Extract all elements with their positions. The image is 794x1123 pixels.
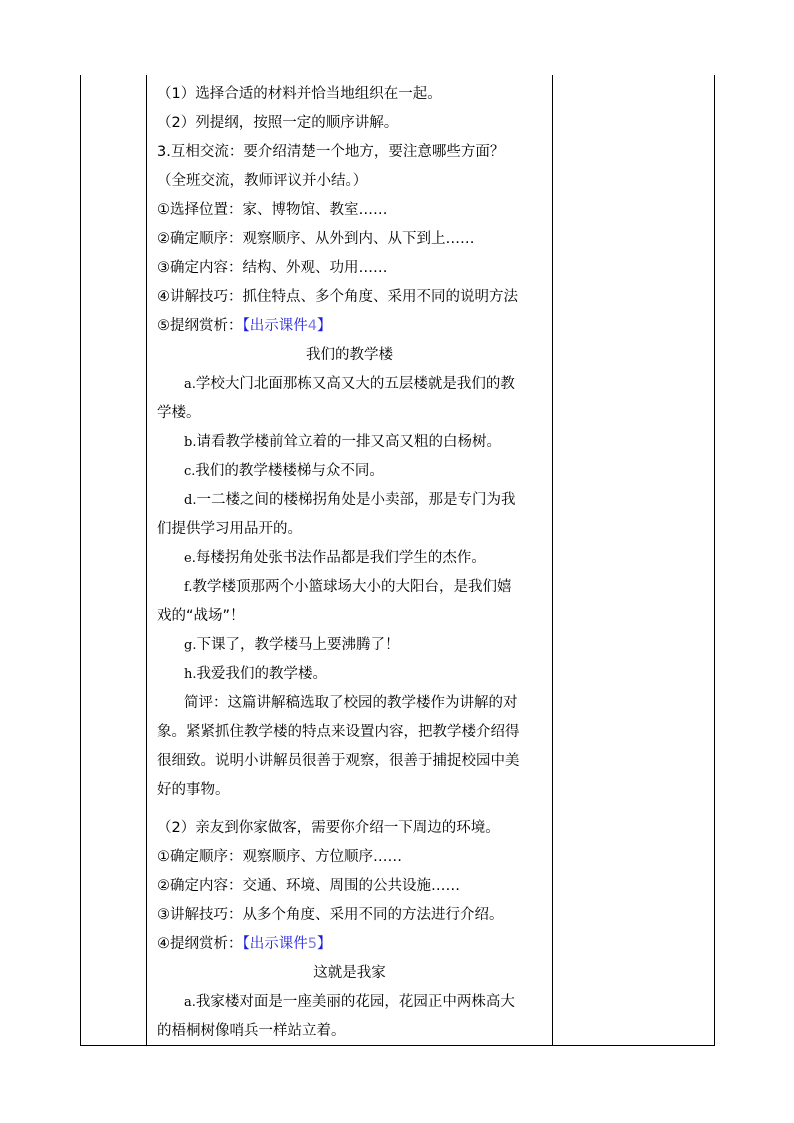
text-line [184, 370, 515, 399]
text-line: （2）列提纲，按照一定的顺序讲解。 [157, 115, 399, 131]
item-text: 每楼拐角处张书法作品都是我们学生的杰作。 [195, 550, 486, 566]
line-prefix: ④提纲赏析： [157, 936, 243, 952]
text-line: 3.互相交流：要介绍清楚一个地方，要注意哪些方面？ [157, 144, 505, 160]
item-text: 教学楼顶那两个小篮球场大小的大阳台，是我们嬉 [192, 579, 512, 595]
item-letter: f. [184, 580, 193, 595]
text-line: ②确定内容：交通、环境、周围的公共设施…… [157, 878, 460, 894]
item-letter: b. [184, 435, 197, 450]
text-line [184, 486, 515, 515]
item-letter: d. [184, 493, 197, 508]
outline-courseware-line [157, 930, 331, 959]
text-line [184, 428, 501, 457]
text-line [184, 573, 511, 602]
item-letter: e. [184, 551, 196, 566]
sample-title: 这就是我家 [313, 965, 386, 981]
text-line: 戏的“战场”！ [157, 608, 245, 624]
item-text: 下课了，教学楼马上要沸腾了！ [196, 637, 400, 653]
text-line: ②确定顺序：观察顺序、从外到内、从下到上…… [157, 231, 475, 247]
courseware-tag-end: 】 [316, 318, 332, 334]
text-line: ③讲解技巧：从多个角度、采用不同的方法进行介绍。 [157, 907, 504, 923]
table-border-col2 [552, 75, 553, 1046]
text-line: （1）选择合适的材料并恰当地组织在一起。 [157, 86, 442, 102]
text-line: 们提供学习用品开的。 [157, 521, 302, 537]
courseware-tag: 【出示课件 [242, 318, 308, 334]
text-line: ④讲解技巧：抓住特点、多个角度、采用不同的说明方法 [157, 289, 518, 305]
item-letter: g. [184, 638, 197, 653]
sample-title: 我们的教学楼 [306, 347, 393, 363]
item-text: 学校大门北面那栋又高又大的五层楼就是我们的教 [195, 376, 515, 392]
text-line: （2）亲友到你家做客，需要你介绍一下周边的环境。 [157, 820, 500, 836]
item-letter: h. [184, 667, 197, 682]
item-text: 一二楼之间的楼梯拐角处是小卖部，那是专门为我 [196, 492, 516, 508]
table-border-right [714, 75, 715, 1046]
text-line: 学楼。 [157, 405, 201, 421]
item-text: 我爱我们的教学楼。 [196, 666, 328, 682]
text-line [184, 544, 486, 573]
item-text: 请看教学楼前耸立着的一排又高又粗的白杨树。 [196, 434, 501, 450]
table-border-left [80, 75, 81, 1046]
text-line: ①确定顺序：观察顺序、方位顺序…… [157, 849, 402, 865]
courseware-number: 5 [307, 936, 317, 952]
outline-courseware-line [157, 312, 331, 341]
item-letter: a. [184, 377, 196, 392]
text-line [184, 988, 515, 1017]
text-line: 的梧桐树像哨兵一样站立着。 [157, 1023, 346, 1039]
item-text: 我们的教学楼楼梯与众不同。 [195, 463, 384, 479]
text-line: 象。紧紧抓住教学楼的特点来设置内容，把教学楼介绍得 [157, 724, 520, 740]
item-letter: c. [184, 464, 196, 479]
text-line: ③确定内容：结构、外观、功用…… [157, 260, 388, 276]
item-letter: a. [184, 995, 196, 1010]
text-line [184, 457, 384, 486]
text-line: （全班交流，教师评议并小结。） [157, 173, 368, 189]
text-line: 好的事物。 [157, 782, 230, 798]
text-line [184, 631, 399, 660]
table-border-col1 [146, 75, 147, 1046]
courseware-tag: 【出示课件 [242, 936, 308, 952]
courseware-tag-end: 】 [316, 936, 332, 952]
text-line: ①选择位置：家、博物馆、教室…… [157, 202, 388, 218]
text-line: 很细致。说明小讲解员很善于观察，很善于捕捉校园中美 [157, 753, 520, 769]
text-line [184, 660, 327, 689]
courseware-number: 4 [307, 318, 317, 334]
text-line: 简评：这篇讲解稿选取了校园的教学楼作为讲解的对 [184, 695, 518, 711]
line-prefix: ⑤提纲赏析： [157, 318, 243, 334]
item-text: 我家楼对面是一座美丽的花园，花园正中两株高大 [195, 994, 515, 1010]
